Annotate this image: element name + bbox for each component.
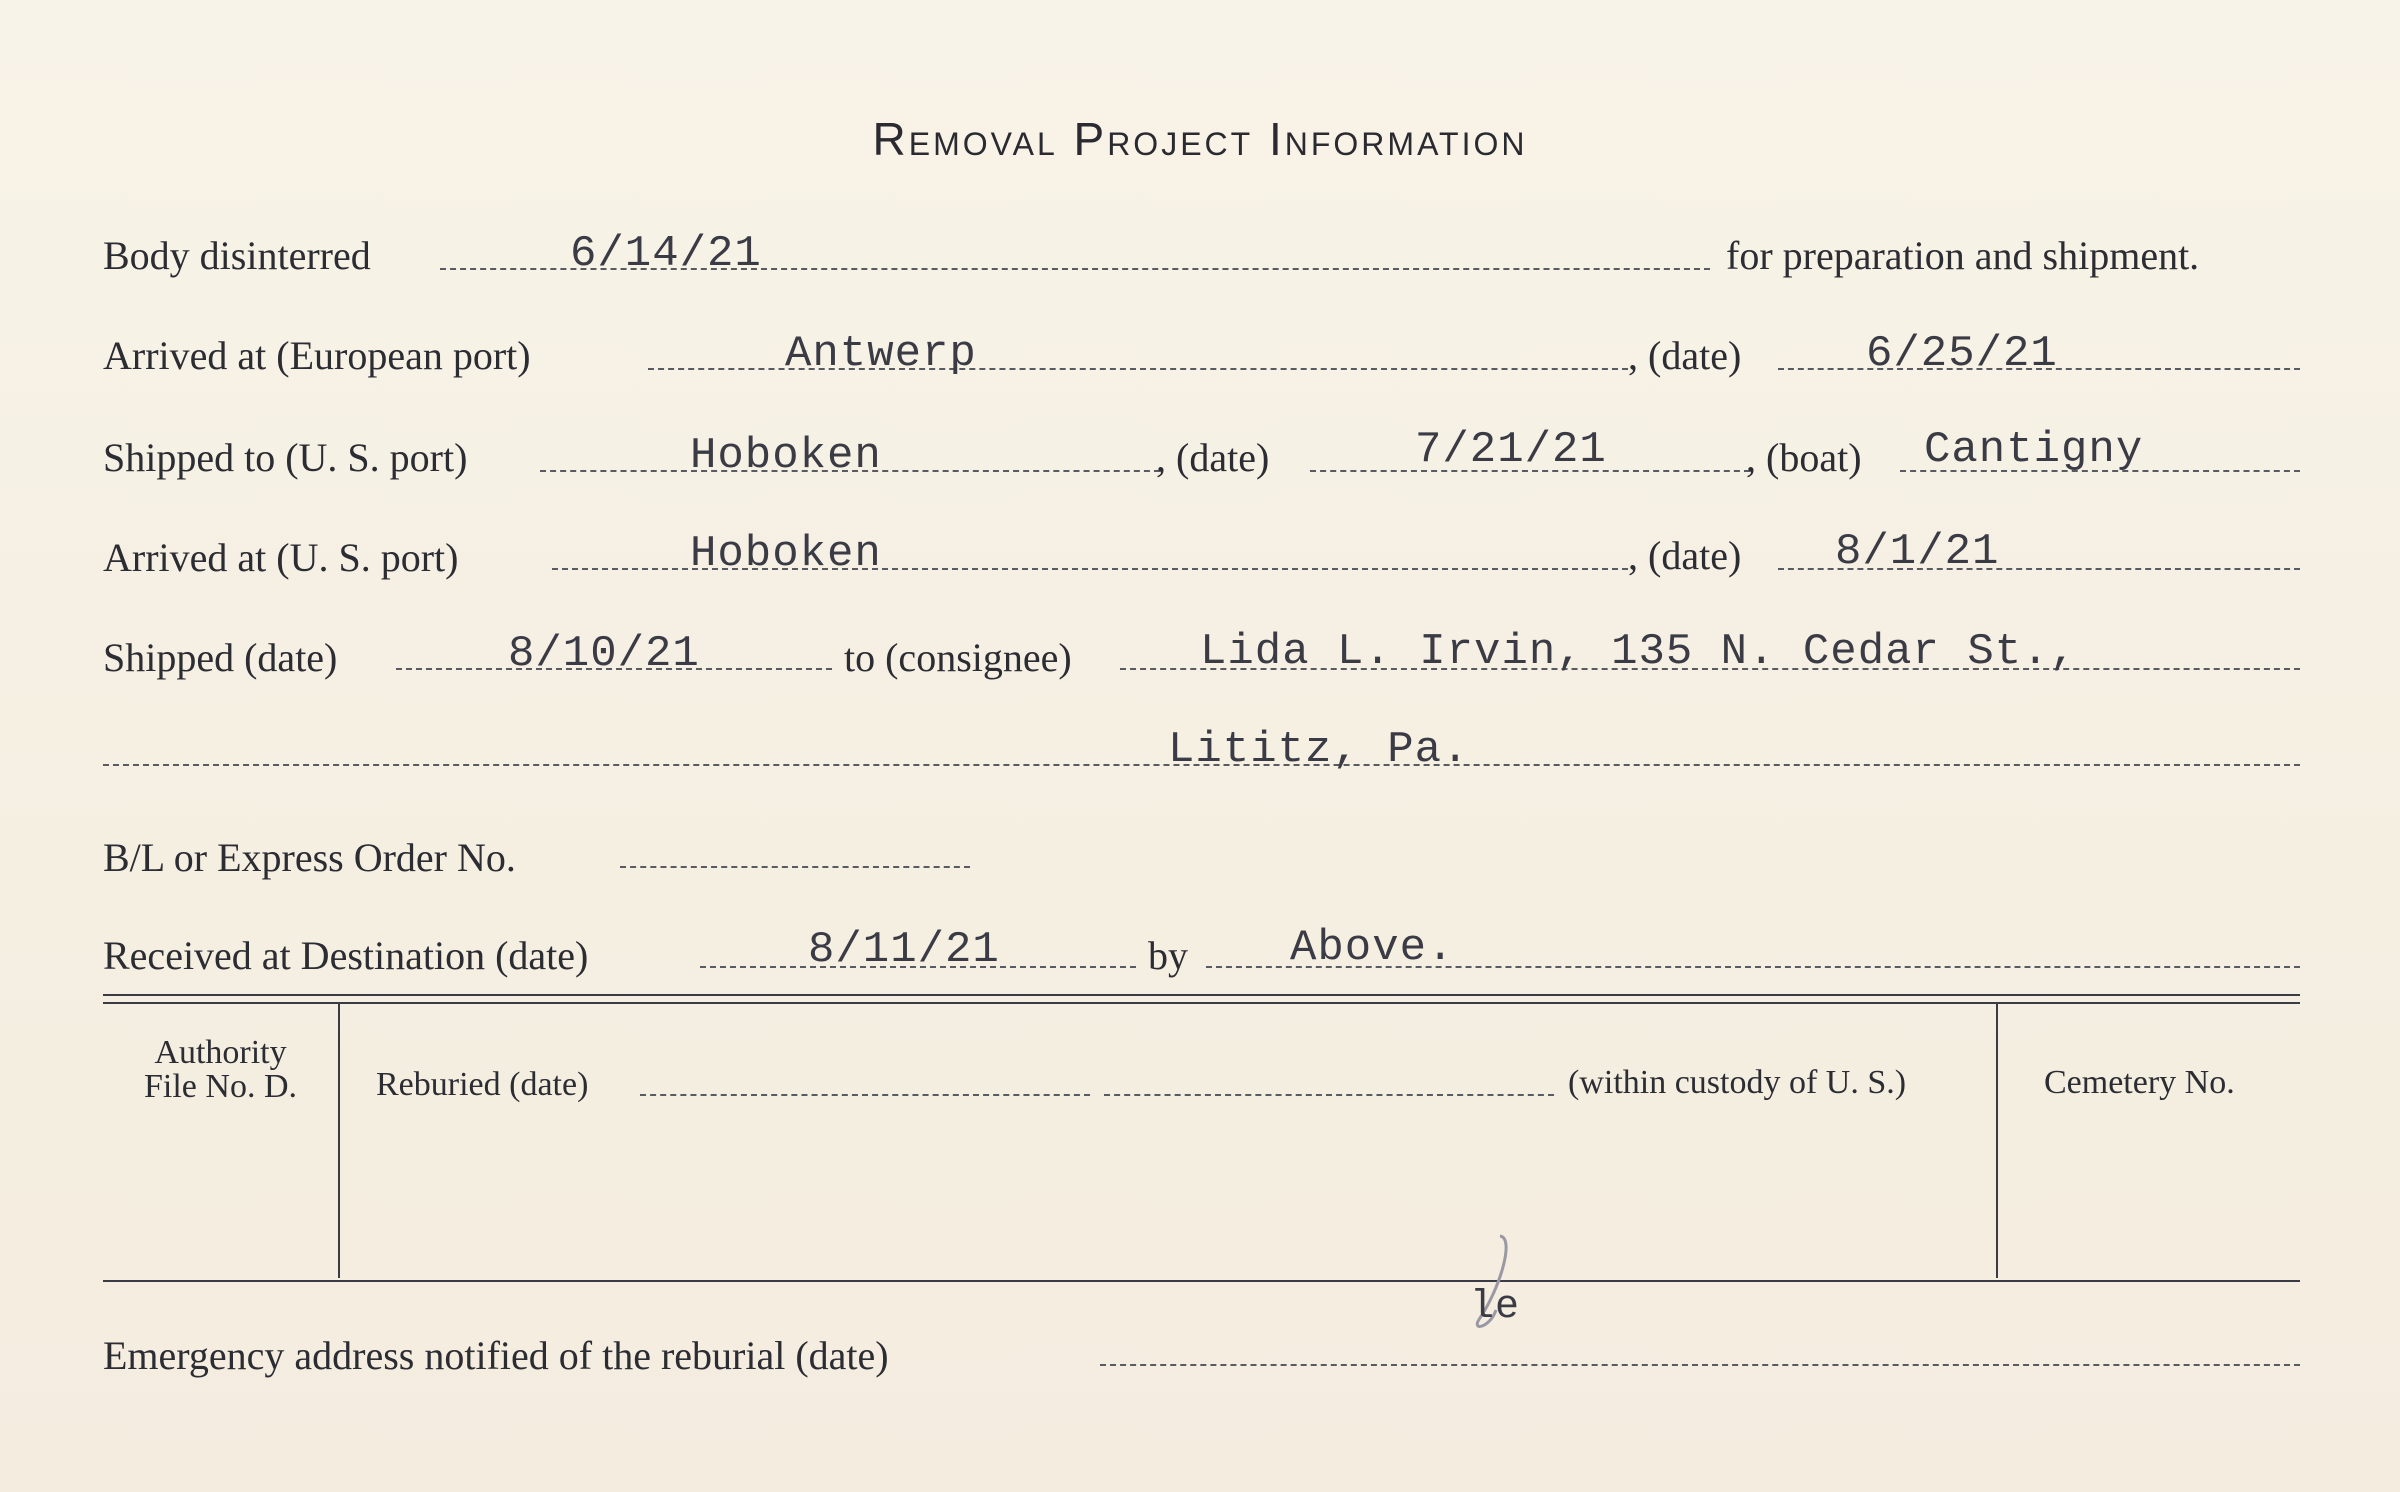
arrived-european-label: Arrived at (European port) bbox=[103, 333, 531, 378]
body-disinterred-label: Body disinterred bbox=[103, 233, 371, 278]
reburied-label: Reburied (date) bbox=[376, 1066, 589, 1103]
shipped-us-value: Hoboken bbox=[690, 431, 882, 481]
body-disinterred-suffix: for preparation and shipment. bbox=[1726, 233, 2200, 278]
arrived-european-value: Antwerp bbox=[785, 329, 977, 379]
received-label: Received at Destination (date) bbox=[103, 933, 589, 978]
box-divider-left bbox=[338, 1004, 340, 1278]
reburied-line-2 bbox=[1104, 1094, 1554, 1096]
box-top-rule-2 bbox=[103, 1002, 2300, 1004]
body-disinterred-value: 6/14/21 bbox=[570, 229, 762, 279]
shipped-label: Shipped (date) bbox=[103, 635, 338, 680]
shipped-us-date-label: , (date) bbox=[1156, 435, 1270, 480]
file-no-label: File No. D. bbox=[144, 1068, 297, 1105]
card-title: Removal Project Information bbox=[872, 113, 1528, 165]
shipped-us-label: Shipped to (U. S. port) bbox=[103, 435, 468, 480]
arrived-european-date-value: 6/25/21 bbox=[1866, 329, 2058, 379]
arrived-us-value: Hoboken bbox=[690, 529, 882, 579]
authority-label: Authority bbox=[154, 1034, 287, 1071]
arrived-european-date-label: , (date) bbox=[1628, 333, 1742, 378]
arrived-us-label: Arrived at (U. S. port) bbox=[103, 535, 459, 580]
box-top-rule bbox=[103, 994, 2300, 996]
shipped-us-date-value: 7/21/21 bbox=[1415, 425, 1607, 475]
emergency-line bbox=[1100, 1364, 2300, 1366]
consignee-value-2: Lititz, Pa. bbox=[1168, 725, 1470, 775]
consignee-value: Lida L. Irvin, 135 N. Cedar St., bbox=[1200, 627, 2077, 677]
received-by-label: by bbox=[1148, 933, 1188, 978]
received-date-value: 8/11/21 bbox=[808, 925, 1000, 975]
shipped-us-boat-label: , (boat) bbox=[1746, 435, 1862, 480]
emergency-label: Emergency address notified of the reburial (date) bbox=[103, 1333, 889, 1378]
cemetery-no-label: Cemetery No. bbox=[2044, 1064, 2235, 1101]
initials: le bbox=[1470, 1285, 1521, 1330]
arrived-us-date-label: , (date) bbox=[1628, 533, 1742, 578]
custody-label: (within custody of U. S.) bbox=[1568, 1064, 1907, 1101]
bl-order-label: B/L or Express Order No. bbox=[103, 835, 516, 880]
shipped-date-value: 8/10/21 bbox=[508, 629, 700, 679]
reburied-line-1 bbox=[640, 1094, 1090, 1096]
shipped-us-boat-value: Cantigny bbox=[1924, 425, 2144, 475]
arrived-us-date-value: 8/1/21 bbox=[1835, 527, 2000, 577]
box-divider-right bbox=[1996, 1004, 1998, 1278]
bl-order-line bbox=[620, 866, 970, 868]
consignee-label: to (consignee) bbox=[844, 635, 1072, 680]
box-bottom-rule bbox=[103, 1280, 2300, 1282]
received-by-value: Above. bbox=[1290, 923, 1455, 973]
